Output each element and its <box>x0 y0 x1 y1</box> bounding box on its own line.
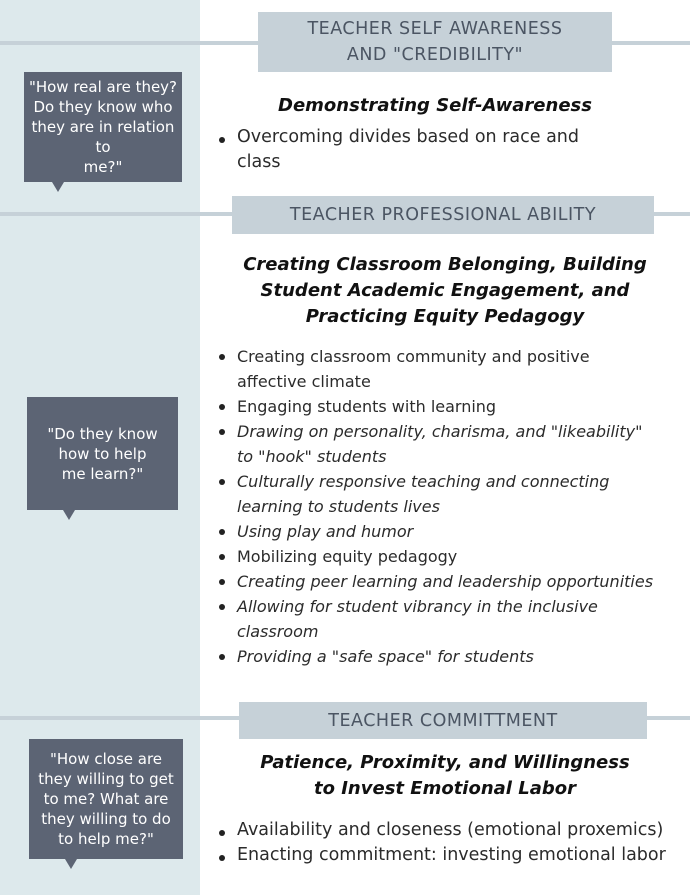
section-2-list <box>218 344 658 669</box>
section-2-list-item: Providing a "safe space" for students <box>218 644 658 669</box>
section-1-heading <box>230 93 640 119</box>
section-2-question-bubble <box>27 397 178 510</box>
section-1-question-bubble <box>24 72 182 182</box>
section-2-list-item: Creating peer learning and leadership opportunities <box>218 569 658 594</box>
section-3-list <box>218 818 683 868</box>
section-3-question-line-3: to me? What are <box>43 790 169 808</box>
section-3-bubble-tail <box>65 859 77 869</box>
section-2-question-line-3: me learn?" <box>61 464 144 483</box>
section-3-heading <box>230 750 660 802</box>
section-2-heading-line-3: Practicing Equity Pedagogy <box>305 306 585 327</box>
section-3-question-bubble <box>29 739 183 859</box>
section-3-heading-line-1: Patience, Proximity, and Willingness <box>260 752 630 773</box>
section-3-banner <box>239 702 647 739</box>
section-1-question-line-3: they are in relation to <box>31 118 175 156</box>
section-1-list <box>218 125 618 175</box>
section-3-list-item: Availability and closeness (emotional proxemics) <box>218 818 683 843</box>
section-1-banner <box>258 12 612 72</box>
section-3-question-line-1: "How close are <box>49 750 163 768</box>
section-3-banner-line-1: TEACHER COMMITTMENT <box>328 710 558 731</box>
section-2-list-item: Using play and humor <box>218 519 658 544</box>
section-2-list-item: Creating classroom community and positive affective climate <box>218 344 658 394</box>
section-2-question-line-2: how to help <box>58 444 147 463</box>
section-3-question-line-4: they willing to do <box>41 810 171 828</box>
section-1-question-line-1: "How real are they? <box>28 78 178 96</box>
section-1-banner-line-1: TEACHER SELF AWARENESS <box>307 19 563 39</box>
section-2-list-item: Drawing on personality, charisma, and "likeability" to "hook" students <box>218 419 658 469</box>
section-1-bubble-tail <box>52 182 64 192</box>
section-2-question-line-1: "Do they know <box>47 424 158 443</box>
section-2-heading-line-1: Creating Classroom Belonging, Building <box>243 254 647 275</box>
section-2-bubble-tail <box>63 510 75 520</box>
section-1-list-item: Overcoming divides based on race and class <box>218 125 618 175</box>
section-3-list-item: Enacting commitment: investing emotional labor <box>218 843 683 868</box>
section-1-question-line-4: me?" <box>83 158 123 176</box>
section-2-banner <box>232 196 654 234</box>
section-3-heading-line-2: to Invest Emotional Labor <box>314 778 576 799</box>
section-1-banner-line-2: AND "CREDIBILITY" <box>346 45 524 65</box>
section-2-list-item: Mobilizing equity pedagogy <box>218 544 658 569</box>
section-2-list-item: Engaging students with learning <box>218 394 658 419</box>
section-2-banner-line-1: TEACHER PROFESSIONAL ABILITY <box>289 205 597 225</box>
section-2-list-item: Allowing for student vibrancy in the inclusive classroom <box>218 594 658 644</box>
section-1-heading-line-1: Demonstrating Self-Awareness <box>278 95 592 116</box>
section-2-heading-line-2: Student Academic Engagement, and <box>260 280 630 301</box>
section-2-list-item: Culturally responsive teaching and connecting learning to students lives <box>218 469 658 519</box>
section-1-question-line-2: Do they know who <box>33 98 173 116</box>
section-3-question-line-2: they willing to get <box>38 770 174 788</box>
section-2-heading <box>222 252 668 330</box>
section-3-question-line-5: to help me?" <box>58 830 154 848</box>
